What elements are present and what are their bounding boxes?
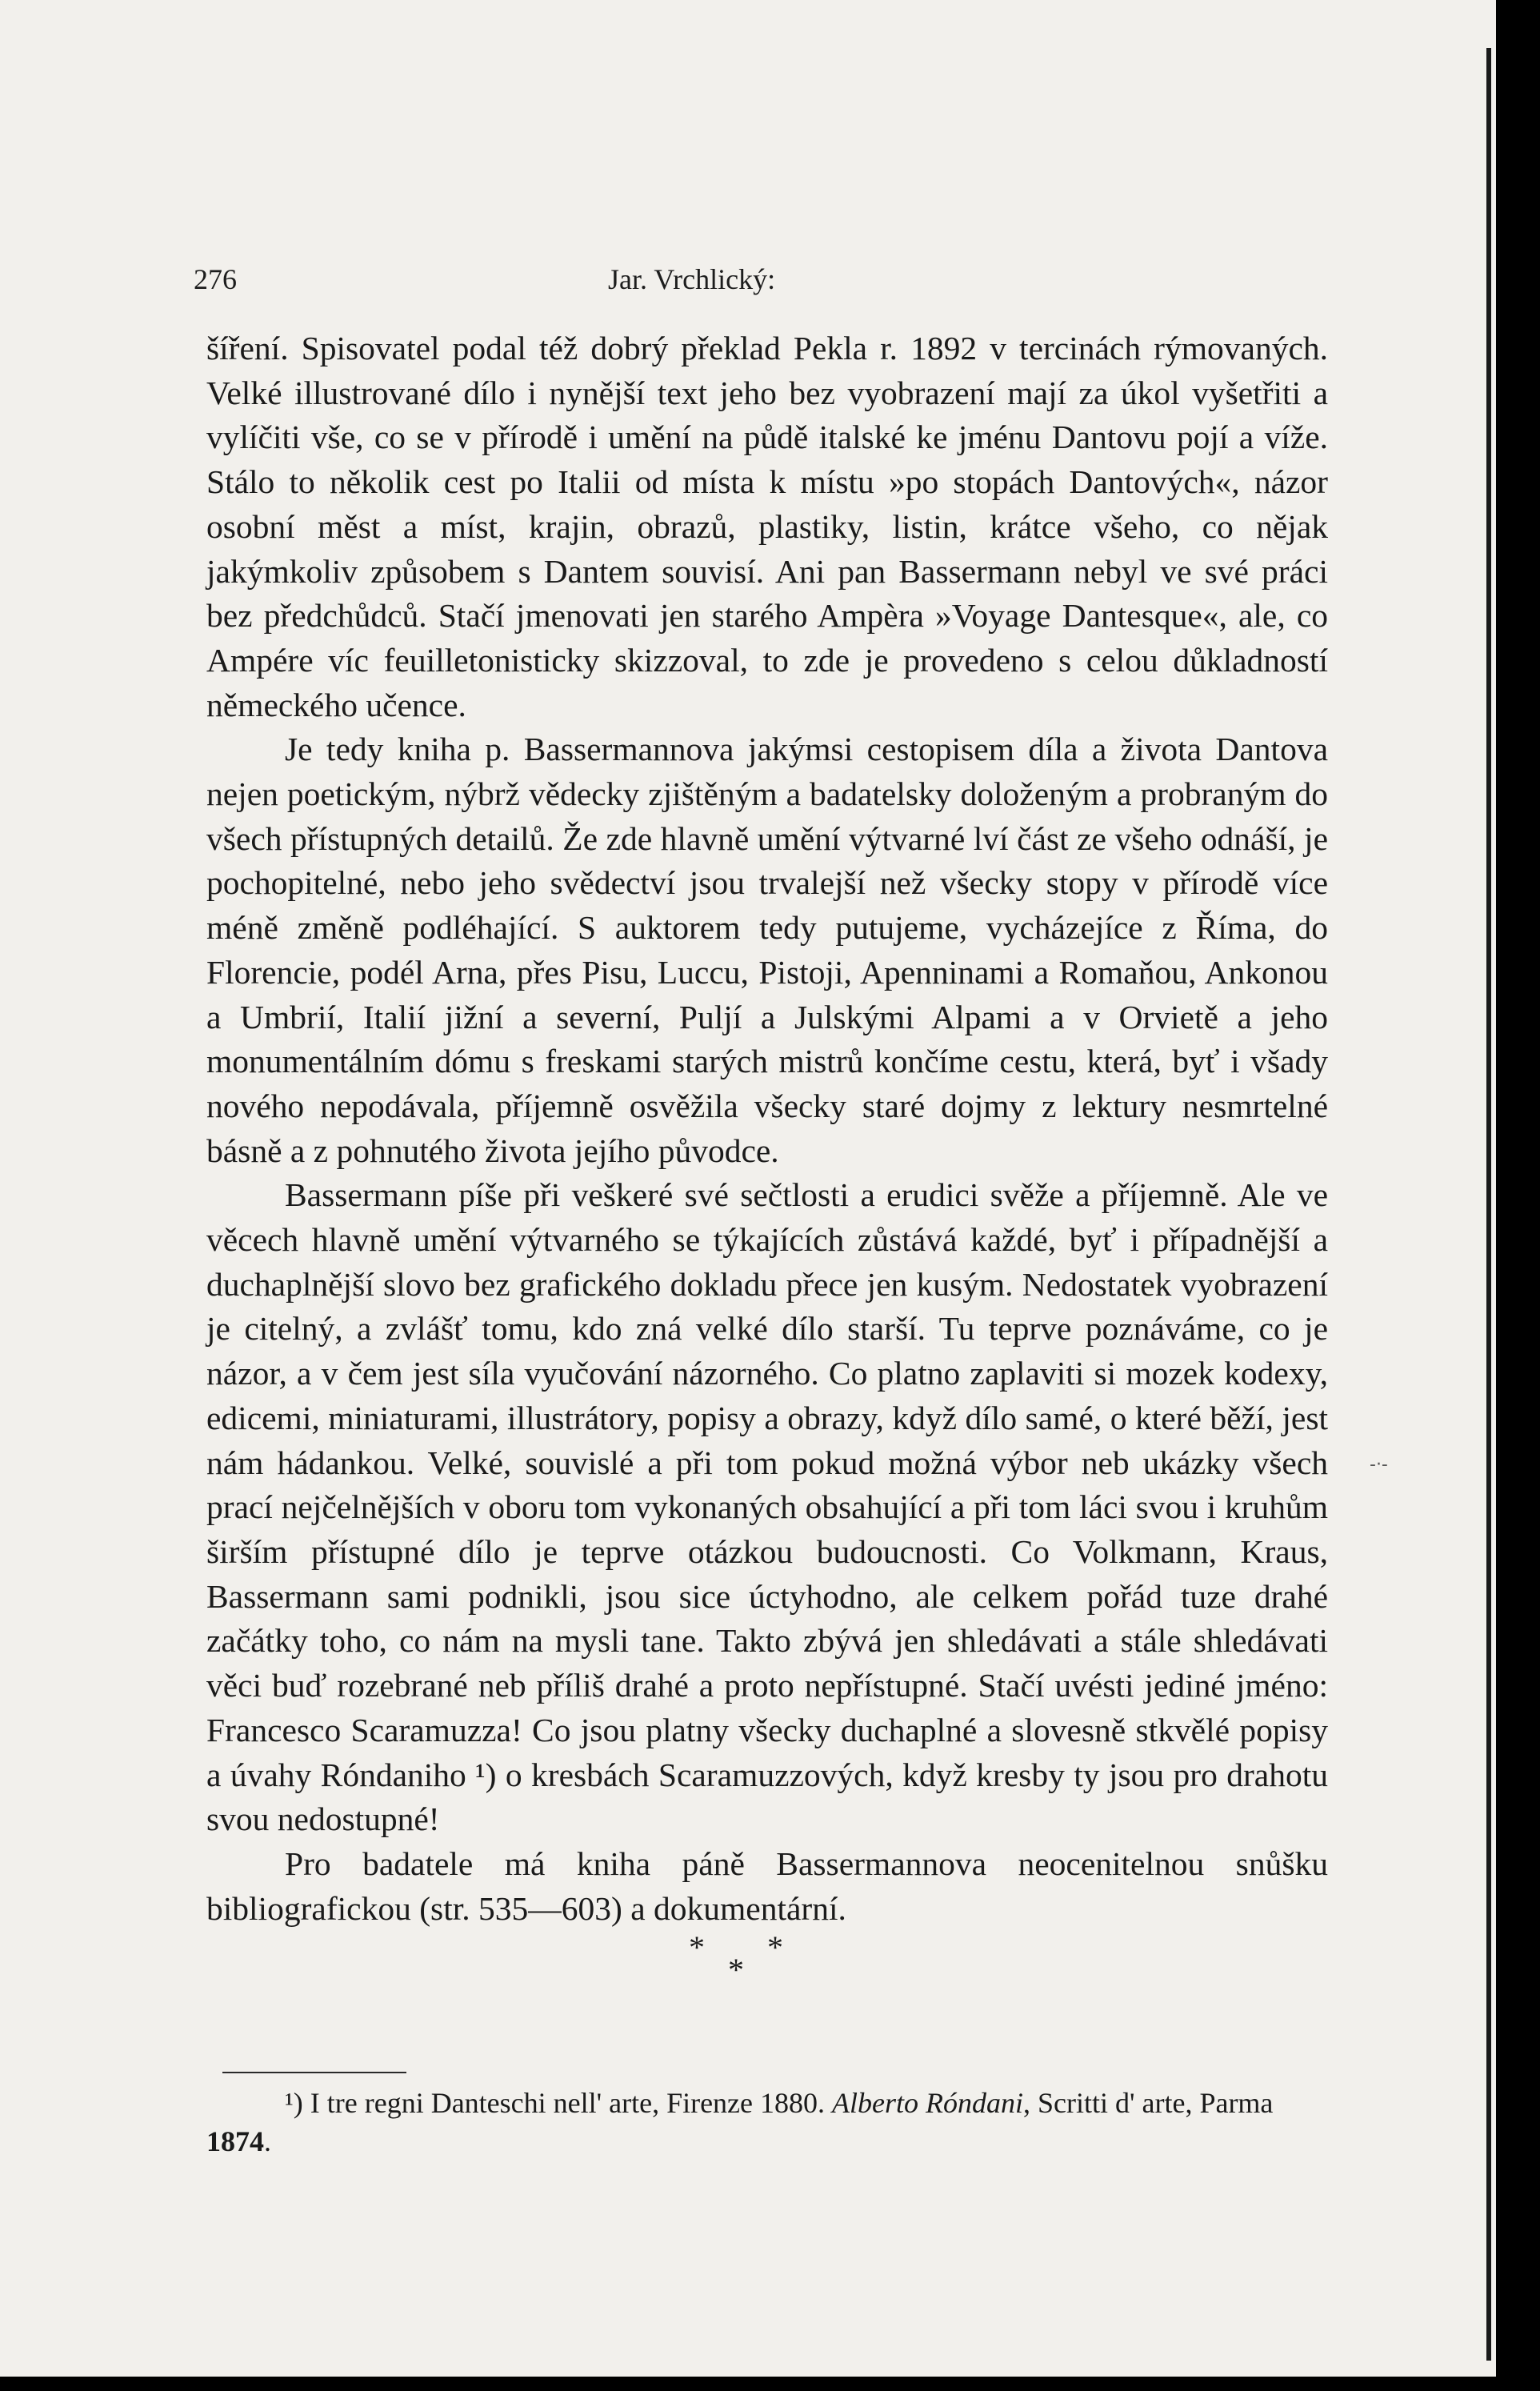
footnote-text: I tre regni Danteschi nell' arte, Firenze 1880.: [302, 2087, 833, 2119]
body-text: [206, 326, 1328, 1931]
footnote-year: 1874: [206, 2125, 264, 2157]
footnote-marker: ¹): [285, 2087, 303, 2119]
paragraph: Pro badatele má kniha páně Bassermannova neocenitelnou snůšku bibliografickou (str. 535—603) a dokumentární.: [206, 1844, 1328, 1927]
paragraph: Je tedy kniha p. Bassermannova jakýmsi cestopisem díla a života Dantova nejen poetickým, nýbrž vědecky zjištěným a badatelsky doloženým a probraným do všech přístupných detailů. Že zde hlavně umění výtvarné lví část ze všeho odnáší, je pochopitelné, nebo jeho svědectví jsou trvalejší než všecky stopy v přírodě více méně změně podléhající. S auktorem tedy putujeme, vycházejíce z Říma, do Florencie, podél Arna, přes Pisu, Luccu, Pistoji, Apenninami a Romaňou, Ankonou a Umbrií, Italií jižní a severní, Pulјí a Julskými Alpami a v Orvietě a jeho monumentálním dómu s freskami starých mistrů končíme cestu, která, byť i všady nového nepodávala, příjemně osvěžila všecky staré dojmy z lektury nesmrtelné básně a z pohnutého života jejího původce.: [206, 731, 1328, 1169]
footnote-rule: [222, 2072, 406, 2073]
asterism-star: *: [689, 1929, 705, 1965]
footnote-text: .: [264, 2125, 271, 2157]
asterism-star: *: [767, 1929, 783, 1965]
page-header: [0, 254, 1496, 302]
footnote-author: Alberto Róndani: [832, 2087, 1024, 2119]
paragraph: šíření. Spisovatel podal též dobrý překlad Pekla r. 1892 v tercinách rýmovaných. Velké illustrované dílo i nynější text jeho bez vyobrazení mají za úkol vyšetřiti a vylíčiti vše, co se v přírodě i umění na půdě italské ke jménu Dantovu pojí a víže. Stálo to několik cest po Italii od místa k místu »po stopách Dantových«, názor osobní měst a míst, krajin, obrazů, plastiky, listin, krátce všeho, co nějak jakýmkoliv způsobem s Dantem souvisí. Ani pan Bassermann nebyl ve své práci bez předchůdců. Stačí jmenovati jen starého Ampèra »Voyage Dantesque«, ale, co Ampére víc feuilletonisticky skizzoval, to zde je provedeno s celou důkladností německého učence.: [206, 330, 1328, 723]
stray-mark: -·-: [1370, 1455, 1388, 1475]
page-number: 276: [194, 263, 237, 295]
asterism-star: *: [728, 1952, 744, 1988]
footnote-text: , Scritti d' arte, Parma: [1023, 2087, 1274, 2119]
paragraph: Bassermann píše při veškeré své sečtlosti a erudici svěže a příjemně. Ale ve věcech hlavně umění výtvarného se týkajících zůstává každé, byť i případnější a duchaplnější slovo bez grafického dokladu přece jen kusým. Nedostatek vyobrazení je citelný, a zvlášť tomu, kdo zná velké dílo starší. Tu teprve poznáváme, co je názor, a v čem jest síla vyučování názorného. Co platno zaplaviti si mozek kodexy, edicemi, miniaturami, illustrátory, popisy a obrazy, když dílo samé, o které běží, jest nám hádankou. Velké, souvislé a při tom pokud možná výbor neb ukázky všech prací nejčelnějších v oboru tom vykonaných obsahující a při tom láci svou i kruhům širším přístupné dílo je teprve otázkou budoucnosti. Co Volkmann, Kraus, Bassermann sami podnikli, jsou sice úctyhodno, ale celkem pořád tuze drahé začátky toho, co nám na mysli tane. Takto zbývá jen shledávati a stále shledávati věci buď rozebrané neb příliš drahé a proto nepřístupné. Stačí uvésti jediné jméno: Francesco Scaramuzza! Co jsou platny všecky duchaplné a slovesně stkvělé popisy a úvahy Róndaniho ¹) o kresbách Scaramuzzových, když kresby ty jsou pro drahotu svou nedostupné!: [206, 1176, 1328, 1838]
section-asterism: [684, 1920, 876, 1988]
page-edge-line: [1486, 48, 1491, 2361]
running-head: Jar. Vrchlický:: [608, 263, 776, 295]
footnote: [206, 2084, 1328, 2161]
